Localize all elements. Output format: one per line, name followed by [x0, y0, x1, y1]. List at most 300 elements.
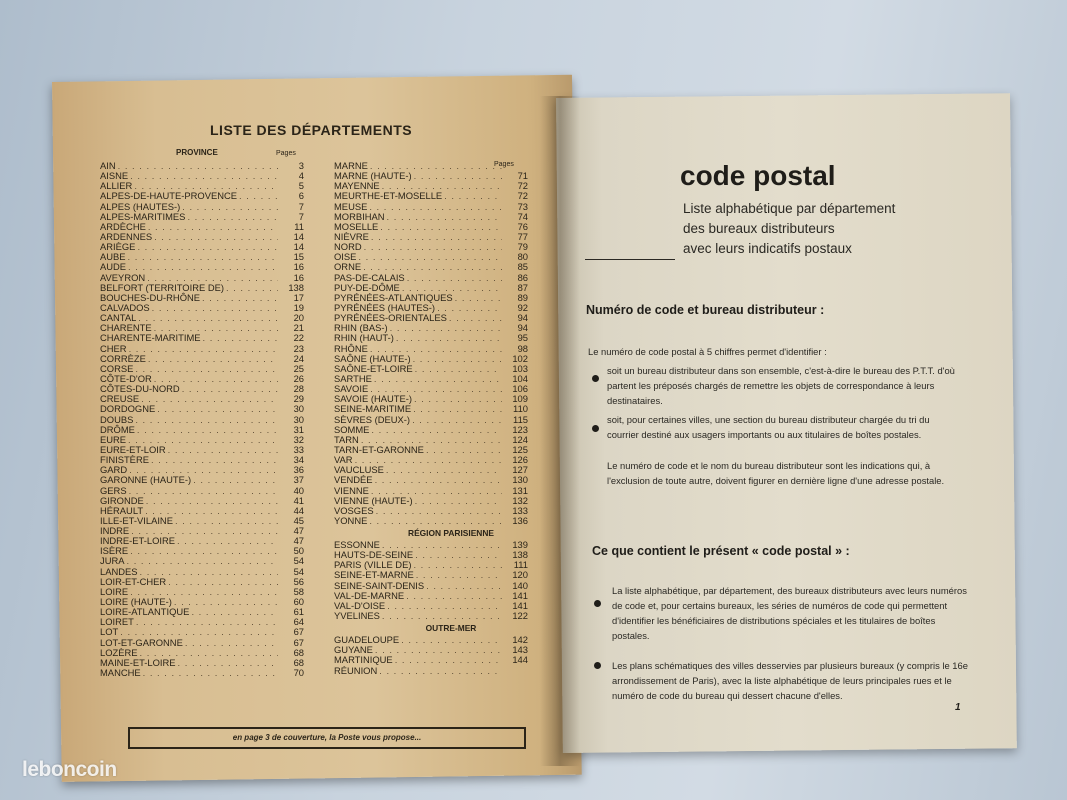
- leader-dots: [415, 550, 502, 560]
- department-name: EURE: [100, 433, 127, 445]
- department-page: 94: [517, 322, 528, 334]
- department-name: VAL-DE-MARNE: [334, 589, 405, 601]
- department-name: VOSGES: [334, 504, 374, 516]
- leader-dots: [415, 364, 502, 374]
- department-name: VIENNE (HAUTE-): [334, 494, 413, 506]
- leader-dots: [382, 611, 502, 621]
- department-name: ISÈRE: [100, 545, 129, 557]
- department-name: MORBIHAN: [334, 210, 385, 222]
- department-page: [504, 666, 528, 676]
- department-page: 24: [293, 352, 304, 364]
- subtitle-line: avec leurs indicatifs postaux: [683, 241, 852, 256]
- department-page: 70: [293, 667, 304, 679]
- leader-dots: [407, 273, 502, 283]
- bullet-icon: [594, 600, 601, 607]
- department-row: [334, 425, 528, 435]
- department-page: 32: [293, 433, 304, 445]
- department-page: 64: [293, 616, 304, 628]
- leader-dots: [187, 212, 278, 222]
- department-name: INDRE-ET-LOIRE: [100, 535, 176, 547]
- department-name: GARD: [100, 464, 128, 476]
- department-page: 29: [293, 393, 304, 405]
- department-name: SAVOIE (HAUTE-): [334, 393, 412, 405]
- leader-dots: [239, 191, 278, 201]
- leader-dots: [118, 161, 278, 171]
- book-gutter: [540, 96, 580, 766]
- leader-dots: [168, 445, 278, 455]
- department-name: PUY-DE-DÔME: [334, 281, 400, 293]
- department-row: [100, 161, 304, 171]
- section1-note: Le numéro de code et le nom du bureau distributeur sont les indications qui, à l'exclusion de toute autre, doivent figurer en dernière ligne d'une adresse postale.: [607, 460, 945, 486]
- department-name: ILLE-ET-VILAINE: [100, 514, 173, 526]
- department-row: [334, 611, 528, 621]
- department-row: [100, 425, 304, 435]
- page-number: 1: [955, 702, 961, 713]
- leader-dots: [374, 374, 502, 384]
- department-name: DOUBS: [100, 413, 134, 425]
- pages-header: Pages: [276, 150, 296, 157]
- department-page: 79: [517, 241, 528, 253]
- department-name: ARDÈCHE: [100, 220, 146, 232]
- leader-dots: [401, 635, 502, 645]
- department-name: DRÔME: [100, 423, 135, 435]
- department-row: [334, 333, 528, 343]
- department-page: 7: [298, 200, 304, 212]
- department-page: 22: [293, 332, 304, 344]
- leader-dots: [203, 333, 278, 343]
- department-row: [100, 242, 304, 252]
- department-name: LOT-ET-GARONNE: [100, 636, 183, 648]
- department-name: CHARENTE-MARITIME: [100, 332, 201, 344]
- leader-dots: [148, 222, 278, 232]
- leader-dots: [178, 658, 278, 668]
- department-page: 109: [512, 393, 528, 405]
- department-page: 76: [517, 220, 528, 232]
- department-name: VAUCLUSE: [334, 464, 384, 476]
- leader-dots: [146, 496, 278, 506]
- department-name: AIN: [100, 160, 116, 171]
- department-name: LOIRE-ATLANTIQUE: [100, 606, 190, 618]
- bullet-icon: [594, 662, 601, 669]
- department-name: LOIRE: [100, 585, 129, 597]
- leader-dots: [375, 645, 502, 655]
- department-page: 30: [293, 403, 304, 415]
- leader-dots: [141, 394, 278, 404]
- department-page: 110: [513, 403, 528, 415]
- department-name: SEINE-ET-MARNE: [334, 569, 414, 581]
- leader-dots: [358, 252, 502, 262]
- department-page: 34: [293, 454, 304, 466]
- department-page: 54: [293, 565, 304, 577]
- leader-dots: [414, 394, 502, 404]
- department-name: RHIN (HAUT-): [334, 332, 394, 344]
- department-name: SARTHE: [334, 372, 372, 384]
- section1-intro: Le numéro de code postal à 5 chiffres permet d'identifier :: [588, 346, 827, 357]
- department-page: 138: [512, 549, 528, 561]
- department-page: 95: [517, 332, 528, 344]
- leader-dots: [413, 354, 502, 364]
- department-page: 4: [298, 170, 304, 182]
- leader-dots: [364, 242, 502, 252]
- department-row: [100, 404, 304, 414]
- leader-dots: [152, 303, 278, 313]
- leader-dots: [138, 313, 278, 323]
- section1-heading: Numéro de code et bureau distributeur :: [586, 303, 825, 317]
- section2-bullet2: Les plans schématiques des villes desservies par plusieurs bureaux (y compris le 16e arrondissement de Paris), avec la liste alphabétique de leurs principales rues et le numéro de code du bureau qui dessert chacune d'elles.: [612, 660, 968, 701]
- department-name: VENDÉE: [334, 474, 373, 486]
- department-page: 115: [513, 413, 528, 425]
- department-name: NIÈVRE: [334, 230, 369, 242]
- department-name: MOSELLE: [334, 220, 379, 232]
- department-page: 36: [293, 464, 304, 476]
- departments-column-2: [334, 161, 528, 676]
- department-name: OISE: [334, 251, 357, 263]
- department-page: 6: [298, 190, 304, 202]
- leader-dots: [157, 404, 278, 414]
- department-page: 50: [293, 545, 304, 557]
- department-page: 11: [294, 220, 304, 232]
- leader-dots: [369, 516, 502, 526]
- department-name: SAÔNE-ET-LOIRE: [334, 362, 413, 374]
- department-page: 3: [298, 160, 304, 171]
- department-name: AISNE: [100, 170, 129, 182]
- leader-dots: [369, 202, 502, 212]
- department-row: [334, 475, 528, 485]
- section1-bullet1: soit un bureau distributeur dans son ensemble, c'est-à-dire le bureau des P.T.T. d'où partent les préposés chargés de remettre les objets de correspondance à leurs destinataires.: [607, 365, 955, 406]
- department-name: AVEYRON: [100, 271, 146, 283]
- department-page: 54: [293, 555, 304, 567]
- department-name: JURA: [100, 555, 125, 567]
- department-name: SEINE-SAINT-DENIS: [334, 579, 425, 591]
- department-name: ALPES (HAUTES-): [100, 200, 181, 212]
- department-name: CÔTES-DU-NORD: [100, 383, 180, 395]
- department-name: MAINE-ET-LOIRE: [100, 656, 176, 668]
- department-name: AUDE: [100, 261, 127, 273]
- department-page: 120: [512, 569, 528, 581]
- department-page: 26: [293, 372, 304, 384]
- department-page: 138: [288, 281, 304, 293]
- department-page: 85: [517, 261, 528, 273]
- leader-dots: [185, 638, 278, 648]
- department-name: HÉRAULT: [100, 504, 144, 516]
- leader-dots: [154, 232, 278, 242]
- department-name: PYRÉNÉES-ORIENTALES: [334, 312, 447, 324]
- subtitle-line: des bureaux distributeurs: [683, 221, 835, 236]
- leader-dots: [137, 242, 278, 252]
- province-header: PROVINCE: [176, 148, 218, 157]
- department-page: 40: [293, 484, 304, 496]
- department-name: RHIN (BAS-): [334, 322, 388, 334]
- department-page: 61: [293, 606, 304, 618]
- department-page: 33: [293, 443, 304, 455]
- department-page: 86: [517, 271, 528, 283]
- department-page: 92: [517, 301, 528, 313]
- leader-dots: [412, 415, 502, 425]
- department-name: CHARENTE: [100, 322, 152, 334]
- department-page: 140: [512, 579, 528, 591]
- leader-dots: [371, 232, 502, 242]
- department-name: EURE-ET-LOIR: [100, 443, 166, 455]
- department-name: ALLIER: [100, 180, 133, 192]
- leader-dots: [182, 384, 278, 394]
- department-name: NORD: [334, 241, 362, 253]
- department-row: [100, 536, 304, 546]
- department-page: 68: [293, 646, 304, 658]
- department-name: SAVOIE: [334, 383, 369, 395]
- department-name: FINISTÈRE: [100, 454, 149, 466]
- department-page: 44: [293, 504, 304, 516]
- leader-dots: [413, 560, 502, 570]
- department-page: 14: [293, 230, 304, 242]
- section-header: OUTRE-MER: [425, 623, 477, 634]
- department-row: [100, 333, 304, 343]
- department-name: ORNE: [334, 261, 362, 273]
- department-name: ESSONNE: [334, 539, 380, 551]
- department-page: 73: [517, 200, 528, 212]
- department-name: MAYENNE: [334, 180, 380, 192]
- leader-dots: [413, 404, 502, 414]
- department-row: [100, 252, 304, 262]
- department-page: 41: [293, 494, 304, 506]
- departments-column-1: [100, 161, 304, 678]
- department-name: SÈVRES (DEUX-): [334, 413, 411, 425]
- department-name: GARONNE (HAUTE-): [100, 474, 192, 486]
- department-page: 87: [517, 281, 528, 293]
- department-page: 142: [512, 634, 528, 646]
- department-name: INDRE: [100, 525, 130, 537]
- department-name: RHÔNE: [334, 342, 368, 354]
- section2-heading: Ce que contient le présent « code postal » :: [592, 544, 850, 558]
- department-name: BELFORT (TERRITOIRE DE): [100, 281, 224, 293]
- department-page: 37: [293, 474, 304, 486]
- department-row: [334, 516, 528, 526]
- department-name: LOIRE (HAUTE-): [100, 596, 172, 608]
- department-page: 16: [293, 261, 304, 273]
- department-page: 16: [293, 271, 304, 283]
- leader-dots: [130, 546, 278, 556]
- leader-dots: [226, 283, 278, 293]
- department-page: 143: [512, 644, 528, 656]
- department-name: CÔTE-D'OR: [100, 372, 152, 384]
- department-name: ARIÈGE: [100, 241, 136, 253]
- leader-dots: [376, 506, 502, 516]
- department-page: 67: [293, 636, 304, 648]
- leader-dots: [396, 333, 502, 343]
- department-name: LANDES: [100, 565, 138, 577]
- department-name: GERS: [100, 484, 127, 496]
- department-name: TARN-ET-GARONNE: [334, 443, 424, 455]
- leader-dots: [135, 364, 278, 374]
- leader-dots: [395, 655, 502, 665]
- code-postal-title: code postal: [680, 160, 836, 191]
- department-row: [334, 242, 528, 252]
- department-page: 72: [517, 180, 528, 192]
- department-name: ARDENNES: [100, 230, 153, 242]
- subtitle-line: Liste alphabétique par département: [683, 201, 896, 216]
- department-page: 139: [512, 539, 528, 551]
- department-name: RÉUNION: [334, 664, 378, 676]
- department-page: 103: [512, 362, 528, 374]
- leader-dots: [426, 581, 502, 591]
- department-name: MARNE (HAUTE-): [334, 170, 412, 182]
- department-name: CALVADOS: [100, 301, 150, 313]
- department-page: 21: [293, 322, 304, 334]
- leader-dots: [126, 556, 278, 566]
- department-name: SAÔNE (HAUTE-): [334, 352, 411, 364]
- department-page: 58: [293, 585, 304, 597]
- section1-bullet2: soit, pour certaines villes, une section du bureau distributeur chargée du tri du courrier destiné aux usagers importants ou aux titulaires de boîtes postales.: [607, 414, 930, 440]
- department-page: 60: [293, 596, 304, 608]
- leader-dots: [177, 536, 278, 546]
- department-name: CANTAL: [100, 312, 137, 324]
- leader-dots: [128, 262, 278, 272]
- department-name: LOIRET: [100, 616, 134, 628]
- department-page: 126: [512, 454, 528, 466]
- pages-header-2: Pages: [494, 161, 514, 168]
- leader-dots: [406, 591, 502, 601]
- leader-dots: [143, 668, 278, 678]
- department-page: 68: [293, 656, 304, 668]
- department-name: ALPES-MARITIMES: [100, 210, 186, 222]
- department-page: 122: [512, 610, 528, 622]
- department-name: VIENNE: [334, 484, 369, 496]
- department-name: VAR: [334, 454, 353, 466]
- department-page: 7: [298, 210, 304, 222]
- leader-dots: [444, 191, 502, 201]
- bullet-icon: [592, 425, 599, 432]
- leader-dots: [128, 252, 278, 262]
- leader-dots: [379, 666, 502, 676]
- department-row: [334, 252, 528, 262]
- department-page: 45: [293, 514, 304, 526]
- department-row: [100, 516, 304, 526]
- department-page: 94: [517, 312, 528, 324]
- department-row: [100, 546, 304, 556]
- leader-dots: [387, 601, 502, 611]
- code-postal-subtitle: [683, 199, 973, 259]
- department-page: 17: [293, 291, 304, 303]
- leader-dots: [390, 323, 502, 333]
- department-name: CORRÈZE: [100, 352, 146, 364]
- department-name: MANCHE: [100, 667, 141, 679]
- department-page: 72: [517, 190, 528, 202]
- department-row: [334, 445, 528, 455]
- department-page: 23: [293, 342, 304, 354]
- department-page: 132: [512, 494, 528, 506]
- department-row: [100, 617, 304, 627]
- department-page: 124: [512, 433, 528, 445]
- department-page: 102: [512, 352, 528, 364]
- leader-dots: [129, 486, 278, 496]
- department-row: [334, 404, 528, 414]
- department-page: 130: [512, 474, 528, 486]
- leader-dots: [375, 475, 502, 485]
- department-page: 15: [293, 251, 304, 263]
- department-page: 30: [293, 413, 304, 425]
- department-row: [100, 668, 304, 678]
- department-page: 106: [512, 383, 528, 395]
- bullet-icon: [592, 375, 599, 382]
- leader-dots: [426, 445, 502, 455]
- department-page: 141: [512, 599, 528, 611]
- department-page: 28: [293, 383, 304, 395]
- department-page: 123: [512, 423, 528, 435]
- department-page: 19: [293, 301, 304, 313]
- department-page: 25: [293, 362, 304, 374]
- department-name: MEUSE: [334, 200, 368, 212]
- department-page: 141: [512, 589, 528, 601]
- subtitle-rule: [585, 259, 675, 260]
- department-name: LOT: [100, 626, 119, 638]
- leader-dots: [414, 171, 502, 181]
- department-page: 47: [293, 525, 304, 537]
- leader-dots: [182, 202, 278, 212]
- department-page: 111: [513, 559, 528, 571]
- leader-dots: [148, 354, 278, 364]
- department-name: GUADELOUPE: [334, 634, 400, 646]
- leader-dots: [191, 607, 278, 617]
- department-name: DORDOGNE: [100, 403, 156, 415]
- leader-dots: [386, 465, 502, 475]
- leader-dots: [129, 344, 278, 354]
- department-name: LOZÈRE: [100, 646, 138, 658]
- leader-dots: [135, 415, 278, 425]
- department-name: YONNE: [334, 514, 368, 526]
- department-name: AUBE: [100, 251, 126, 263]
- department-page: 89: [517, 291, 528, 303]
- department-name: PYRÉNÉES (HAUTES-): [334, 301, 436, 313]
- department-name: MEURTHE-ET-MOSELLE: [334, 190, 443, 202]
- department-name: VAL-D'OISE: [334, 599, 386, 611]
- leboncoin-watermark: leboncoin: [22, 758, 117, 781]
- department-name: CHER: [100, 342, 127, 354]
- department-name: MARTINIQUE: [334, 654, 393, 666]
- department-page: 104: [512, 372, 528, 384]
- department-name: PYRÉNÉES-ATLANTIQUES: [334, 291, 453, 303]
- department-page: 47: [293, 535, 304, 547]
- department-name: GUYANE: [334, 644, 373, 656]
- department-name: TARN: [334, 433, 359, 445]
- footer-note: en page 3 de couverture, la Poste vous propose...: [128, 727, 526, 749]
- leader-dots: [130, 171, 278, 181]
- department-name: CORSE: [100, 362, 134, 374]
- department-page: 127: [512, 464, 528, 476]
- department-name: YVELINES: [334, 610, 380, 622]
- department-page: 125: [512, 443, 528, 455]
- department-page: 98: [517, 342, 528, 354]
- department-page: 77: [517, 230, 528, 242]
- leader-dots: [416, 570, 502, 580]
- department-row: [100, 455, 304, 465]
- section-header: RÉGION PARISIENNE: [408, 528, 494, 539]
- department-page: 144: [512, 654, 528, 666]
- departments-title: LISTE DES DÉPARTEMENTS: [210, 122, 413, 138]
- department-row: [334, 666, 528, 676]
- department-page: 136: [512, 514, 528, 526]
- leader-dots: [415, 496, 502, 506]
- department-name: MARNE: [334, 160, 368, 171]
- leader-dots: [151, 455, 278, 465]
- department-page: 5: [298, 180, 304, 192]
- leader-dots: [168, 577, 278, 587]
- leader-dots: [380, 222, 502, 232]
- department-name: ALPES-DE-HAUTE-PROVENCE: [100, 190, 238, 202]
- department-page: 31: [293, 423, 304, 435]
- department-name: GIRONDE: [100, 494, 144, 506]
- leader-dots: [387, 212, 502, 222]
- leader-dots: [455, 293, 502, 303]
- department-page: 67: [293, 626, 304, 638]
